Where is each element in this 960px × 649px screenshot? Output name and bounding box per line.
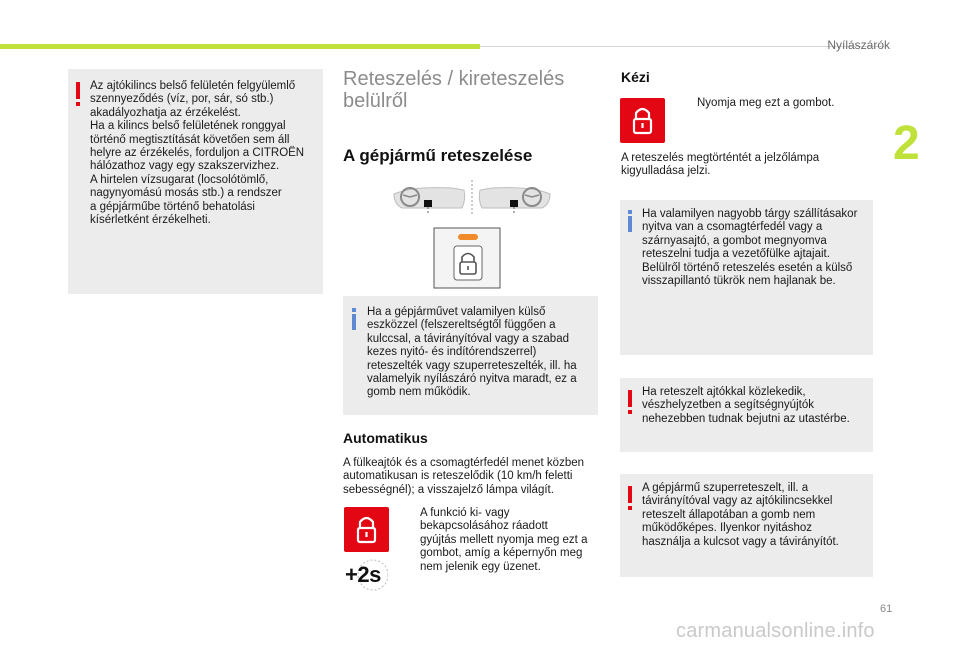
warning-text: Az ajtókilincs belső felületén felgyülemlő szennyeződés (víz, por, sár, só stb.) akadályozhatja az érzékelést. Ha a kilincs belső felületének ronggyal történő megtisztítását követően sem áll helyre az érzékelés, forduljon a CITROËN hálózathoz vagy egy szakszervizhez. A hirtelen vízsugarat (locsolótömlő, nagynyomású mosás stb.) a rendszer a gépjárműbe történő behatolási kísérletként érzékelheti. <box>90 80 305 227</box>
hold-2s-label: +2s <box>345 562 381 587</box>
section-title: Nyílászárók <box>827 38 890 52</box>
warning-text: A gépjármű szuperreteszelt, ill. a távirányítóval vagy az ajtókilincsekkel reteszelt állapotában a gomb nem működőképes. Ilyenkor nyitáshoz használja a kulcsot vagy a távirányítót. <box>642 482 839 548</box>
page-number: 61 <box>880 603 893 615</box>
chapter-number: 2 <box>893 117 920 170</box>
manual-instruction-text: Nyomja meg ezt a gombot. <box>697 97 835 109</box>
warning-text: Ha reteszelt ajtókkal közlekedik, vészhelyzetben a segítségnyújtók nehezebben tudnak bejutni az utastérbe. <box>642 386 850 425</box>
info-box-large-load <box>620 200 873 355</box>
warning-box-superlock <box>620 474 873 577</box>
warning-box-emergency <box>620 378 873 452</box>
manual-heading: Kézi <box>621 69 650 85</box>
warning-box-sensor <box>68 69 323 294</box>
dashboard-illustration <box>392 178 552 290</box>
section-heading-locking: A gépjármű reteszelése <box>343 146 533 165</box>
warning-icon <box>76 82 80 99</box>
hold-2s-icon <box>343 558 388 592</box>
toggle-instruction-text: A funkció ki- vagy bekapcsolásához ráadott gyújtás mellett nyomja meg ezt a gombot, amíg a képernyőn meg nem jelenik egy üzenet. <box>420 507 588 573</box>
page-title: Reteszelés / kireteszelés belülről <box>343 68 565 112</box>
confirmation-text: A reteszelés megtörténtét a jelzőlámpa kigyulladása jelzi. <box>621 152 820 178</box>
info-box-external-lock <box>343 296 598 415</box>
warning-icon <box>628 486 632 503</box>
info-text: Ha valamilyen nagyobb tárgy szállításakor nyitva van a csomagtérfedél vagy a szárnyasajtó, a gombot megnyomva reteszelni tudja a vezetőfülke ajtajait. Belülről történő reteszelés esetén a külső visszapillantó tükrök nem hajlanak be. <box>642 208 858 288</box>
info-icon <box>628 216 632 232</box>
watermark: carmanualsonline.info <box>676 620 875 642</box>
dashboard-view-icon <box>392 178 552 290</box>
automatic-text: A fülkeajtók és a csomagtérfedél menet közben automatikusan is reteszelődik (10 km/h feletti sebességnél); a visszajelző lámpa világít. <box>343 457 585 496</box>
lock-button-image <box>344 507 389 552</box>
automatic-heading: Automatikus <box>343 430 428 446</box>
info-icon <box>352 314 356 330</box>
manual-lock-button-image <box>620 98 665 143</box>
header-accent-bar <box>0 44 480 49</box>
padlock-icon <box>620 98 665 143</box>
padlock-icon <box>344 507 389 552</box>
info-text: Ha a gépjárművet valamilyen külső eszközzel (felszereltségtől függően a kulccsal, a távirányítóval vagy a szabad kezes nyitó- és indítórendszerrel) reteszelték vagy szuperreteszelték, ill. ha valamelyik nyílászáró nyitva maradt, ez a gomb nem működik. <box>367 306 577 399</box>
warning-icon <box>628 390 632 407</box>
